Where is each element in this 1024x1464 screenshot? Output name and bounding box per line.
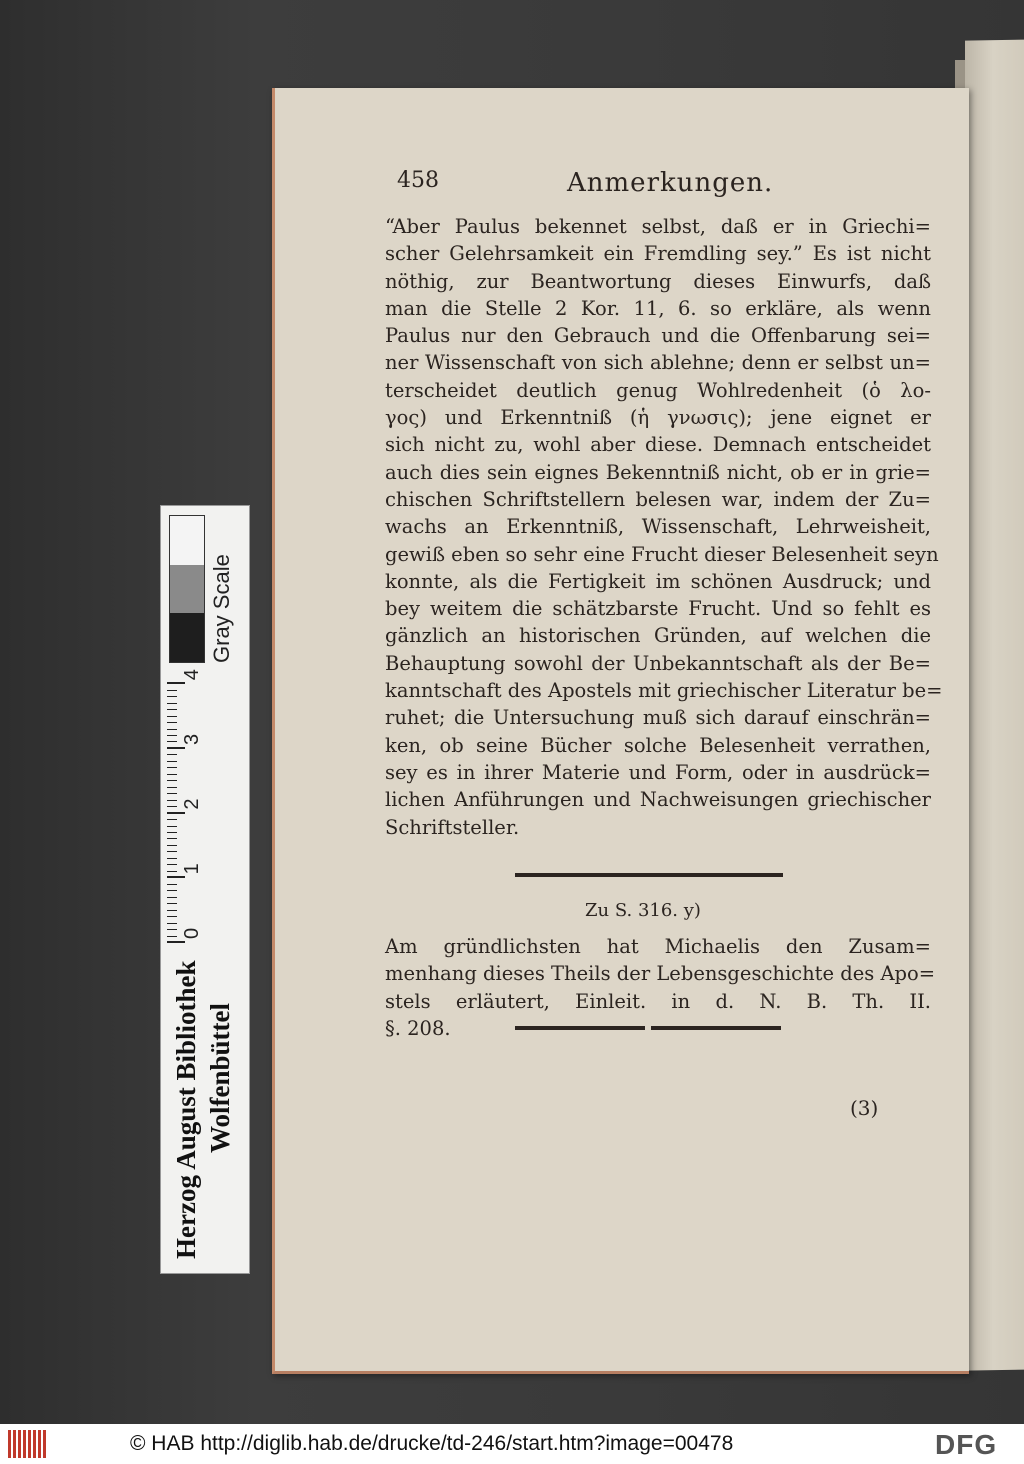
ruler-minor-tick bbox=[167, 716, 177, 717]
ruler-minor-tick bbox=[167, 800, 177, 801]
ruler-minor-tick bbox=[167, 767, 177, 768]
catchword: (3) bbox=[850, 1096, 879, 1120]
ruler-minor-tick bbox=[167, 826, 177, 827]
ruler-tick-label: 2 bbox=[181, 798, 203, 810]
gray-patch bbox=[170, 565, 204, 614]
ruler-minor-tick bbox=[167, 903, 177, 904]
paragraph-line: auch dies sein eignes Bekenntniß nicht, ob er in grie= bbox=[385, 460, 931, 484]
paragraph-line: terscheidet deutlich genug Wohlredenheit (ὁ λο- bbox=[385, 378, 931, 402]
ruler-minor-tick bbox=[167, 910, 177, 911]
paragraph-line: konnte, als die Fertigkeit im schönen Ausdruck; und bbox=[385, 569, 931, 593]
paragraph-line: man die Stelle 2 Kor. 11, 6. so erkläre, als wenn bbox=[385, 296, 931, 320]
paragraph-line: gewiß eben so sehr eine Frucht dieser Belesenheit seyn bbox=[385, 542, 939, 566]
paragraph-line: Paulus nur den Gebrauch und die Offenbarung sei= bbox=[385, 324, 931, 348]
page-number: 458 bbox=[397, 168, 439, 193]
gray-scale-label: Gray Scale bbox=[209, 554, 234, 663]
paragraph-line: sich nicht zu, wohl aber diese. Demnach entscheidet bbox=[385, 433, 931, 457]
ruler-major-tick bbox=[167, 747, 185, 749]
ruler-minor-tick bbox=[167, 929, 177, 930]
paragraph-line: γος) und Erkenntniß (ἡ γνωσις); jene eignet er bbox=[385, 406, 931, 430]
institution-name: Herzog August Bibliothek bbox=[171, 960, 201, 1259]
paragraph-line: ner Wissenschaft von sich ablehne; denn er selbst un= bbox=[385, 351, 931, 375]
section-heading: Zu S. 316. y) bbox=[585, 900, 701, 921]
paragraph-line: sey es in ihrer Materie und Form, oder in ausdrück= bbox=[385, 760, 931, 784]
ruler-minor-tick bbox=[167, 754, 177, 755]
paragraph-line: lichen Anführungen und Nachweisungen griechischer bbox=[385, 788, 931, 812]
ruler-major-tick bbox=[167, 682, 185, 684]
paragraph-line: gänzlich an historischen Gründen, auf welchen die bbox=[385, 624, 931, 648]
ruler-minor-tick bbox=[167, 851, 177, 852]
ruler-minor-tick bbox=[167, 871, 177, 872]
ruler-minor-tick bbox=[167, 819, 177, 820]
gray-scale-ruler bbox=[160, 505, 250, 1274]
gray-patches bbox=[169, 515, 205, 663]
paragraph-line: ken, ob seine Bücher solche Belesenheit verrathen, bbox=[385, 733, 931, 757]
ruler-minor-tick bbox=[167, 774, 177, 775]
end-rule-left bbox=[515, 1026, 645, 1030]
next-page bbox=[965, 39, 1024, 1370]
ruler-tick-label: 1 bbox=[181, 863, 203, 875]
ruler-minor-tick bbox=[167, 864, 177, 865]
note-line: menhang dieses Theils der Lebensgeschichte des Apo= bbox=[385, 962, 936, 986]
paragraph-line: chischen Schriftstellern belesen war, indem der Zu= bbox=[385, 487, 931, 511]
paragraph-line: kanntschaft des Apostels mit griechischer Literatur be= bbox=[385, 679, 943, 703]
ruler-minor-tick bbox=[167, 897, 177, 898]
paragraph-line: ruhet; die Untersuchung muß sich darauf einschrän= bbox=[385, 706, 931, 730]
ruler-minor-tick bbox=[167, 761, 177, 762]
ruler-minor-tick bbox=[167, 703, 177, 704]
dfg-logo: DFG bbox=[935, 1429, 998, 1460]
ruler-tick-label: 4 bbox=[181, 669, 203, 681]
ruler-minor-tick bbox=[167, 780, 177, 781]
paragraph-line: scher Gelehrsamkeit ein Fremdling sey.” Es ist nicht bbox=[385, 242, 931, 266]
ruler-tick-label: 0 bbox=[181, 927, 203, 939]
ruler-minor-tick bbox=[167, 916, 177, 917]
ruler-minor-tick bbox=[167, 729, 177, 730]
ruler-minor-tick bbox=[167, 709, 177, 710]
gray-patch bbox=[170, 613, 204, 662]
ruler-minor-tick bbox=[167, 741, 177, 742]
ruler-minor-tick bbox=[167, 845, 177, 846]
institution-city: Wolfenbüttel bbox=[205, 1002, 235, 1153]
section-rule bbox=[515, 873, 783, 877]
ruler-minor-tick bbox=[167, 923, 177, 924]
footer-credit: © HAB http://diglib.hab.de/drucke/td-246/start.htm?image=00478 bbox=[130, 1432, 734, 1455]
ruler-minor-tick bbox=[167, 806, 177, 807]
footer-bar bbox=[0, 1424, 1024, 1464]
ruler-minor-tick bbox=[167, 884, 177, 885]
ruler-minor-tick bbox=[167, 839, 177, 840]
gray-patch bbox=[170, 516, 204, 565]
ruler-major-tick bbox=[167, 941, 185, 943]
ruler-minor-tick bbox=[167, 832, 177, 833]
main-paragraph bbox=[385, 213, 943, 841]
ruler-minor-tick bbox=[167, 690, 177, 691]
note-line: stels erläutert, Einleit. in d. N. B. Th. II. bbox=[385, 989, 931, 1013]
page-header bbox=[385, 168, 905, 208]
ruler-minor-tick bbox=[167, 936, 177, 937]
paragraph-line: bey weitem die schätzbarste Frucht. Und so fehlt es bbox=[385, 597, 931, 621]
ruler-minor-tick bbox=[167, 787, 177, 788]
ruler-major-tick bbox=[167, 812, 185, 814]
note-line: §. 208. bbox=[385, 1016, 451, 1040]
paragraph-line: Schriftsteller. bbox=[385, 815, 520, 839]
ruler-minor-tick bbox=[167, 735, 177, 736]
ruler-minor-tick bbox=[167, 696, 177, 697]
ruler-minor-tick bbox=[167, 793, 177, 794]
ruler-minor-tick bbox=[167, 722, 177, 723]
paragraph-line: nöthig, zur Beantwortung dieses Einwurfs, daß bbox=[385, 269, 931, 293]
ruler-minor-tick bbox=[167, 890, 177, 891]
paragraph-line: Behauptung sowohl der Unbekanntschaft als der Be= bbox=[385, 651, 931, 675]
ruler-minor-tick bbox=[167, 858, 177, 859]
paragraph-line: “Aber Paulus bekennet selbst, daß er in Griechi= bbox=[385, 215, 931, 238]
paragraph-line: wachs an Erkenntniß, Wissenschaft, Lehrweisheit, bbox=[385, 515, 931, 539]
book-page bbox=[272, 88, 969, 1374]
note-line: Am gründlichsten hat Michaelis den Zusam= bbox=[385, 935, 931, 958]
ruler-major-tick bbox=[167, 876, 185, 878]
hab-logo-icon bbox=[8, 1430, 48, 1458]
running-title: Anmerkungen. bbox=[567, 168, 774, 198]
end-rule-right bbox=[651, 1026, 781, 1030]
ruler-tick-label: 3 bbox=[181, 733, 203, 745]
